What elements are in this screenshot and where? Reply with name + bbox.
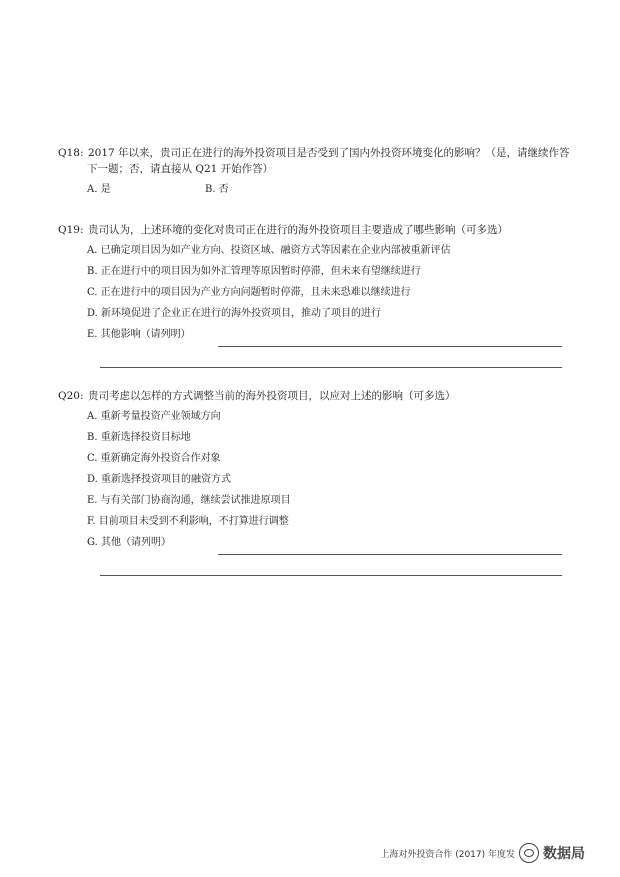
option-a[interactable]: A. 是 <box>87 184 111 195</box>
question-text: 贵司认为，上述环境的变化对贵司正在进行的海外投资项目主要造成了哪些影响（可多选） <box>88 224 508 236</box>
question-20 <box>58 388 456 404</box>
option-f[interactable]: F. 目前项目未受到不利影响，不打算进行调整 <box>87 516 289 527</box>
answer-line[interactable] <box>218 346 562 347</box>
option-b[interactable]: B. 重新选择投资目标地 <box>87 432 191 443</box>
question-text: 贵司考虑以怎样的方式调整当前的海外投资项目，以应对上述的影响（可多选） <box>88 390 456 402</box>
answer-line[interactable] <box>100 367 562 368</box>
option-c[interactable]: C. 重新确定海外投资合作对象 <box>87 453 221 464</box>
watermark: 数据局 <box>543 846 585 862</box>
question-text: 2017 年以来，贵司正在进行的海外投资项目是否受到了国内外投资环境变化的影响？（是，请继续作答 <box>88 147 570 159</box>
option-e[interactable]: E. 其他影响（请列明） <box>87 329 191 340</box>
option-d[interactable]: D. 重新选择投资项目的融资方式 <box>87 474 232 485</box>
footer-text: 上海对外投资合作 (2017) 年度发 <box>380 849 515 860</box>
answer-line[interactable] <box>218 554 562 555</box>
question-19 <box>58 222 508 238</box>
question-number: Q19: <box>58 224 84 236</box>
option-a[interactable]: A. 重新考量投资产业领域方向 <box>87 411 221 422</box>
option-e[interactable]: E. 与有关部门协商沟通，继续尝试推进原项目 <box>87 495 291 506</box>
option-c[interactable]: C. 正在进行中的项目因为产业方向问题暂时停滞，且未来恐难以继续进行 <box>87 287 411 298</box>
page-footer <box>380 843 585 863</box>
option-b[interactable]: B. 否 <box>205 184 229 195</box>
question-number: Q20: <box>58 390 84 402</box>
question-number: Q18: <box>58 147 84 159</box>
option-a[interactable]: A. 已确定项目因为如产业方向、投资区域、融资方式等因素在企业内部被重新评估 <box>87 245 451 256</box>
option-d[interactable]: D. 新环境促进了企业正在进行的海外投资项目，推动了项目的进行 <box>87 308 382 319</box>
option-b[interactable]: B. 正在进行中的项目因为如外汇管理等原因暂时停滞，但未来有望继续进行 <box>87 266 421 277</box>
answer-line[interactable] <box>100 575 562 576</box>
question-18-continuation: 下一题；否，请直接从 Q21 开始作答） <box>87 163 274 175</box>
option-g[interactable]: G. 其他（请列明） <box>87 537 171 548</box>
question-18 <box>58 145 570 161</box>
wechat-icon <box>519 843 539 863</box>
